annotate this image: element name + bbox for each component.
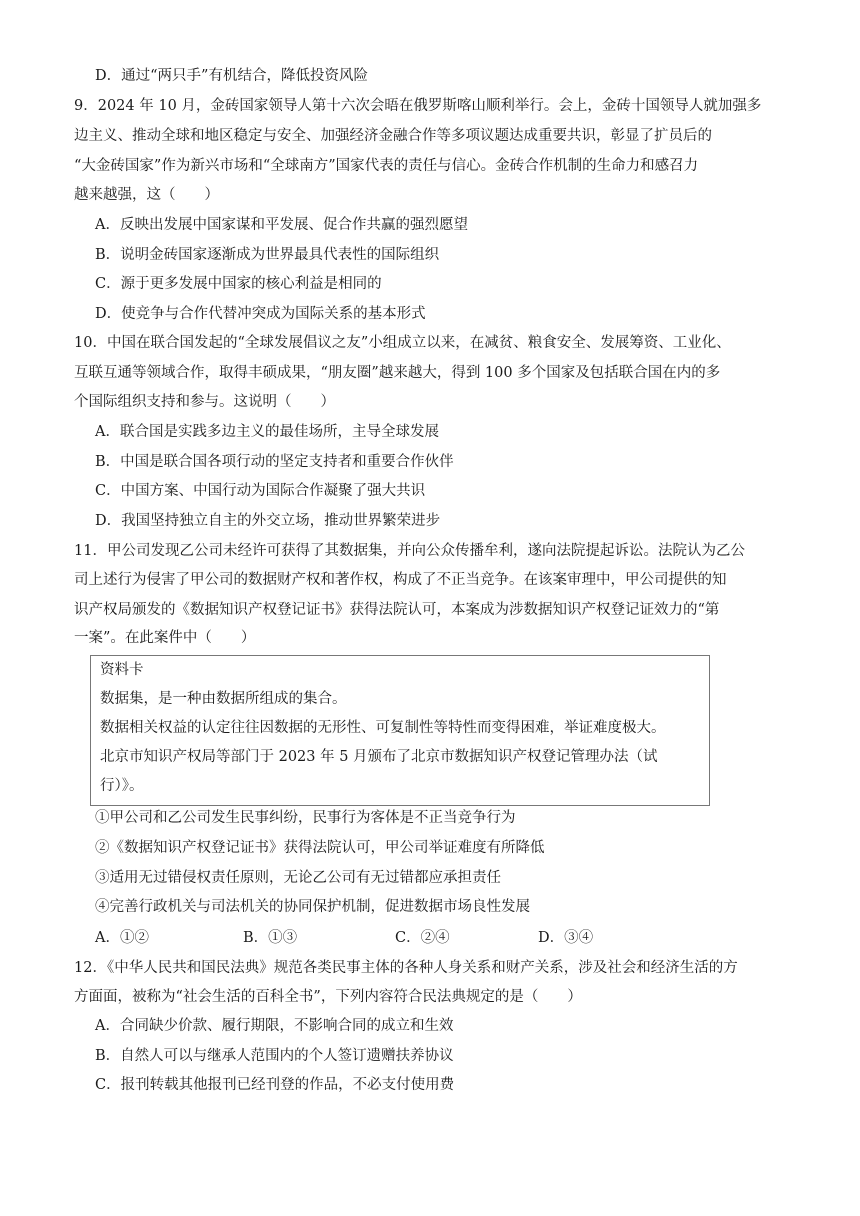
q11-choice-c: C．②④ (395, 930, 450, 946)
q11-stem-line-3: 识产权局颁发的《数据知识产权登记证书》获得法院认可，本案成为涉数据知识产权登记证效力的“第 (74, 602, 720, 618)
q10-stem-line-3: 个国际组织支持和参与。这说明（ ） (74, 394, 335, 410)
q11-stem-line-4: 一案”。在此案件中（ ） (74, 630, 256, 646)
info-card-line-4: 行）》。 (100, 778, 144, 794)
q9-option-b: B．说明金砖国家逐渐成为世界最具代表性的国际组织 (95, 247, 440, 263)
q11-stem-line-1: 11．甲公司发现乙公司未经许可获得了其数据集，并向公众传播牟利，遂向法院提起诉讼。法院认为乙公 (74, 543, 745, 559)
q9-stem-line-1: 9．2024 年 10 月，金砖国家领导人第十六次会晤在俄罗斯喀山顺利举行。会上，金砖十国领导人就加强多 (74, 98, 762, 114)
info-card-line-2: 数据相关权益的认定往往因数据的无形性、可复制性等特性而变得困难，举证难度极大。 (100, 720, 666, 736)
q12-stem-line-2: 方面面，被称为“社会生活的百科全书”，下列内容符合民法典规定的是（ ） (74, 989, 582, 1005)
q9-option-c: C．源于更多发展中国家的核心利益是相同的 (95, 276, 382, 292)
q11-statement-2: ②《数据知识产权登记证书》获得法院认可，甲公司举证难度有所降低 (95, 840, 545, 856)
q11-stem-line-2: 司上述行为侵害了甲公司的数据财产权和著作权，构成了不正当竞争。在该案审理中，甲公司提供的知 (74, 572, 727, 588)
q9-stem-line-4: 越来越强，这（ ） (74, 187, 219, 203)
q11-statement-3: ③适用无过错侵权责任原则，无论乙公司有无过错都应承担责任 (95, 870, 501, 886)
info-card-line-3: 北京市知识产权局等部门于 2023 年 5 月颁布了北京市数据知识产权登记管理办法（试 (100, 749, 658, 765)
q11-choice-a: A．①② (95, 930, 149, 946)
q10-option-b: B．中国是联合国各项行动的坚定支持者和重要合作伙伴 (95, 454, 454, 470)
q9-option-a: A．反映出发展中国家谋和平发展、促合作共赢的强烈愿望 (95, 217, 468, 233)
q10-stem-line-2: 互联互通等领域合作，取得丰硕成果，“朋友圈”越来越大，得到 100 多个国家及包括联合国在内的多 (74, 365, 721, 381)
q9-option-d: D．使竞争与合作代替冲突成为国际关系的基本形式 (95, 306, 426, 322)
q11-statement-1: ①甲公司和乙公司发生民事纠纷，民事行为客体是不正当竞争行为 (95, 810, 516, 826)
info-card-line-1: 数据集，是一种由数据所组成的集合。 (100, 691, 347, 707)
q11-statement-4: ④完善行政机关与司法机关的协同保护机制，促进数据市场良性发展 (95, 899, 530, 915)
q11-choice-b: B．①③ (243, 930, 298, 946)
q10-option-c: C．中国方案、中国行动为国际合作凝聚了强大共识 (95, 483, 426, 499)
q12-stem-line-1: 12．《中华人民共和国民法典》规范各类民事主体的各种人身关系和财产关系，涉及社会和经济生活的方 (74, 960, 738, 976)
q12-option-a: A．合同缺少价款、履行期限，不影响合同的成立和生效 (95, 1018, 454, 1034)
q10-stem-line-1: 10．中国在联合国发起的“全球发展倡议之友”小组成立以来，在减贫、粮食安全、发展筹资、工业化、 (74, 335, 731, 351)
q11-choice-row (95, 928, 655, 948)
info-card-title: 资料卡 (100, 662, 144, 678)
q8-option-d: D．通过“两只手”有机结合，降低投资风险 (95, 68, 368, 84)
q9-stem-line-3: “大金砖国家”作为新兴市场和“全球南方”国家代表的责任与信心。金砖合作机制的生命力和感召力 (74, 158, 699, 174)
q11-choice-d: D．③④ (538, 930, 594, 946)
q12-option-b: B．自然人可以与继承人范围内的个人签订遗赠扶养协议 (95, 1048, 454, 1064)
q9-stem-line-2: 边主义、推动全球和地区稳定与安全、加强经济金融合作等多项议题达成重要共识，彰显了扩员后的 (74, 128, 712, 144)
q10-option-a: A．联合国是实践多边主义的最佳场所，主导全球发展 (95, 424, 439, 440)
q10-option-d: D．我国坚持独立自主的外交立场，推动世界繁荣进步 (95, 513, 441, 529)
q12-option-c: C．报刊转载其他报刊已经刊登的作品，不必支付使用费 (95, 1077, 455, 1093)
